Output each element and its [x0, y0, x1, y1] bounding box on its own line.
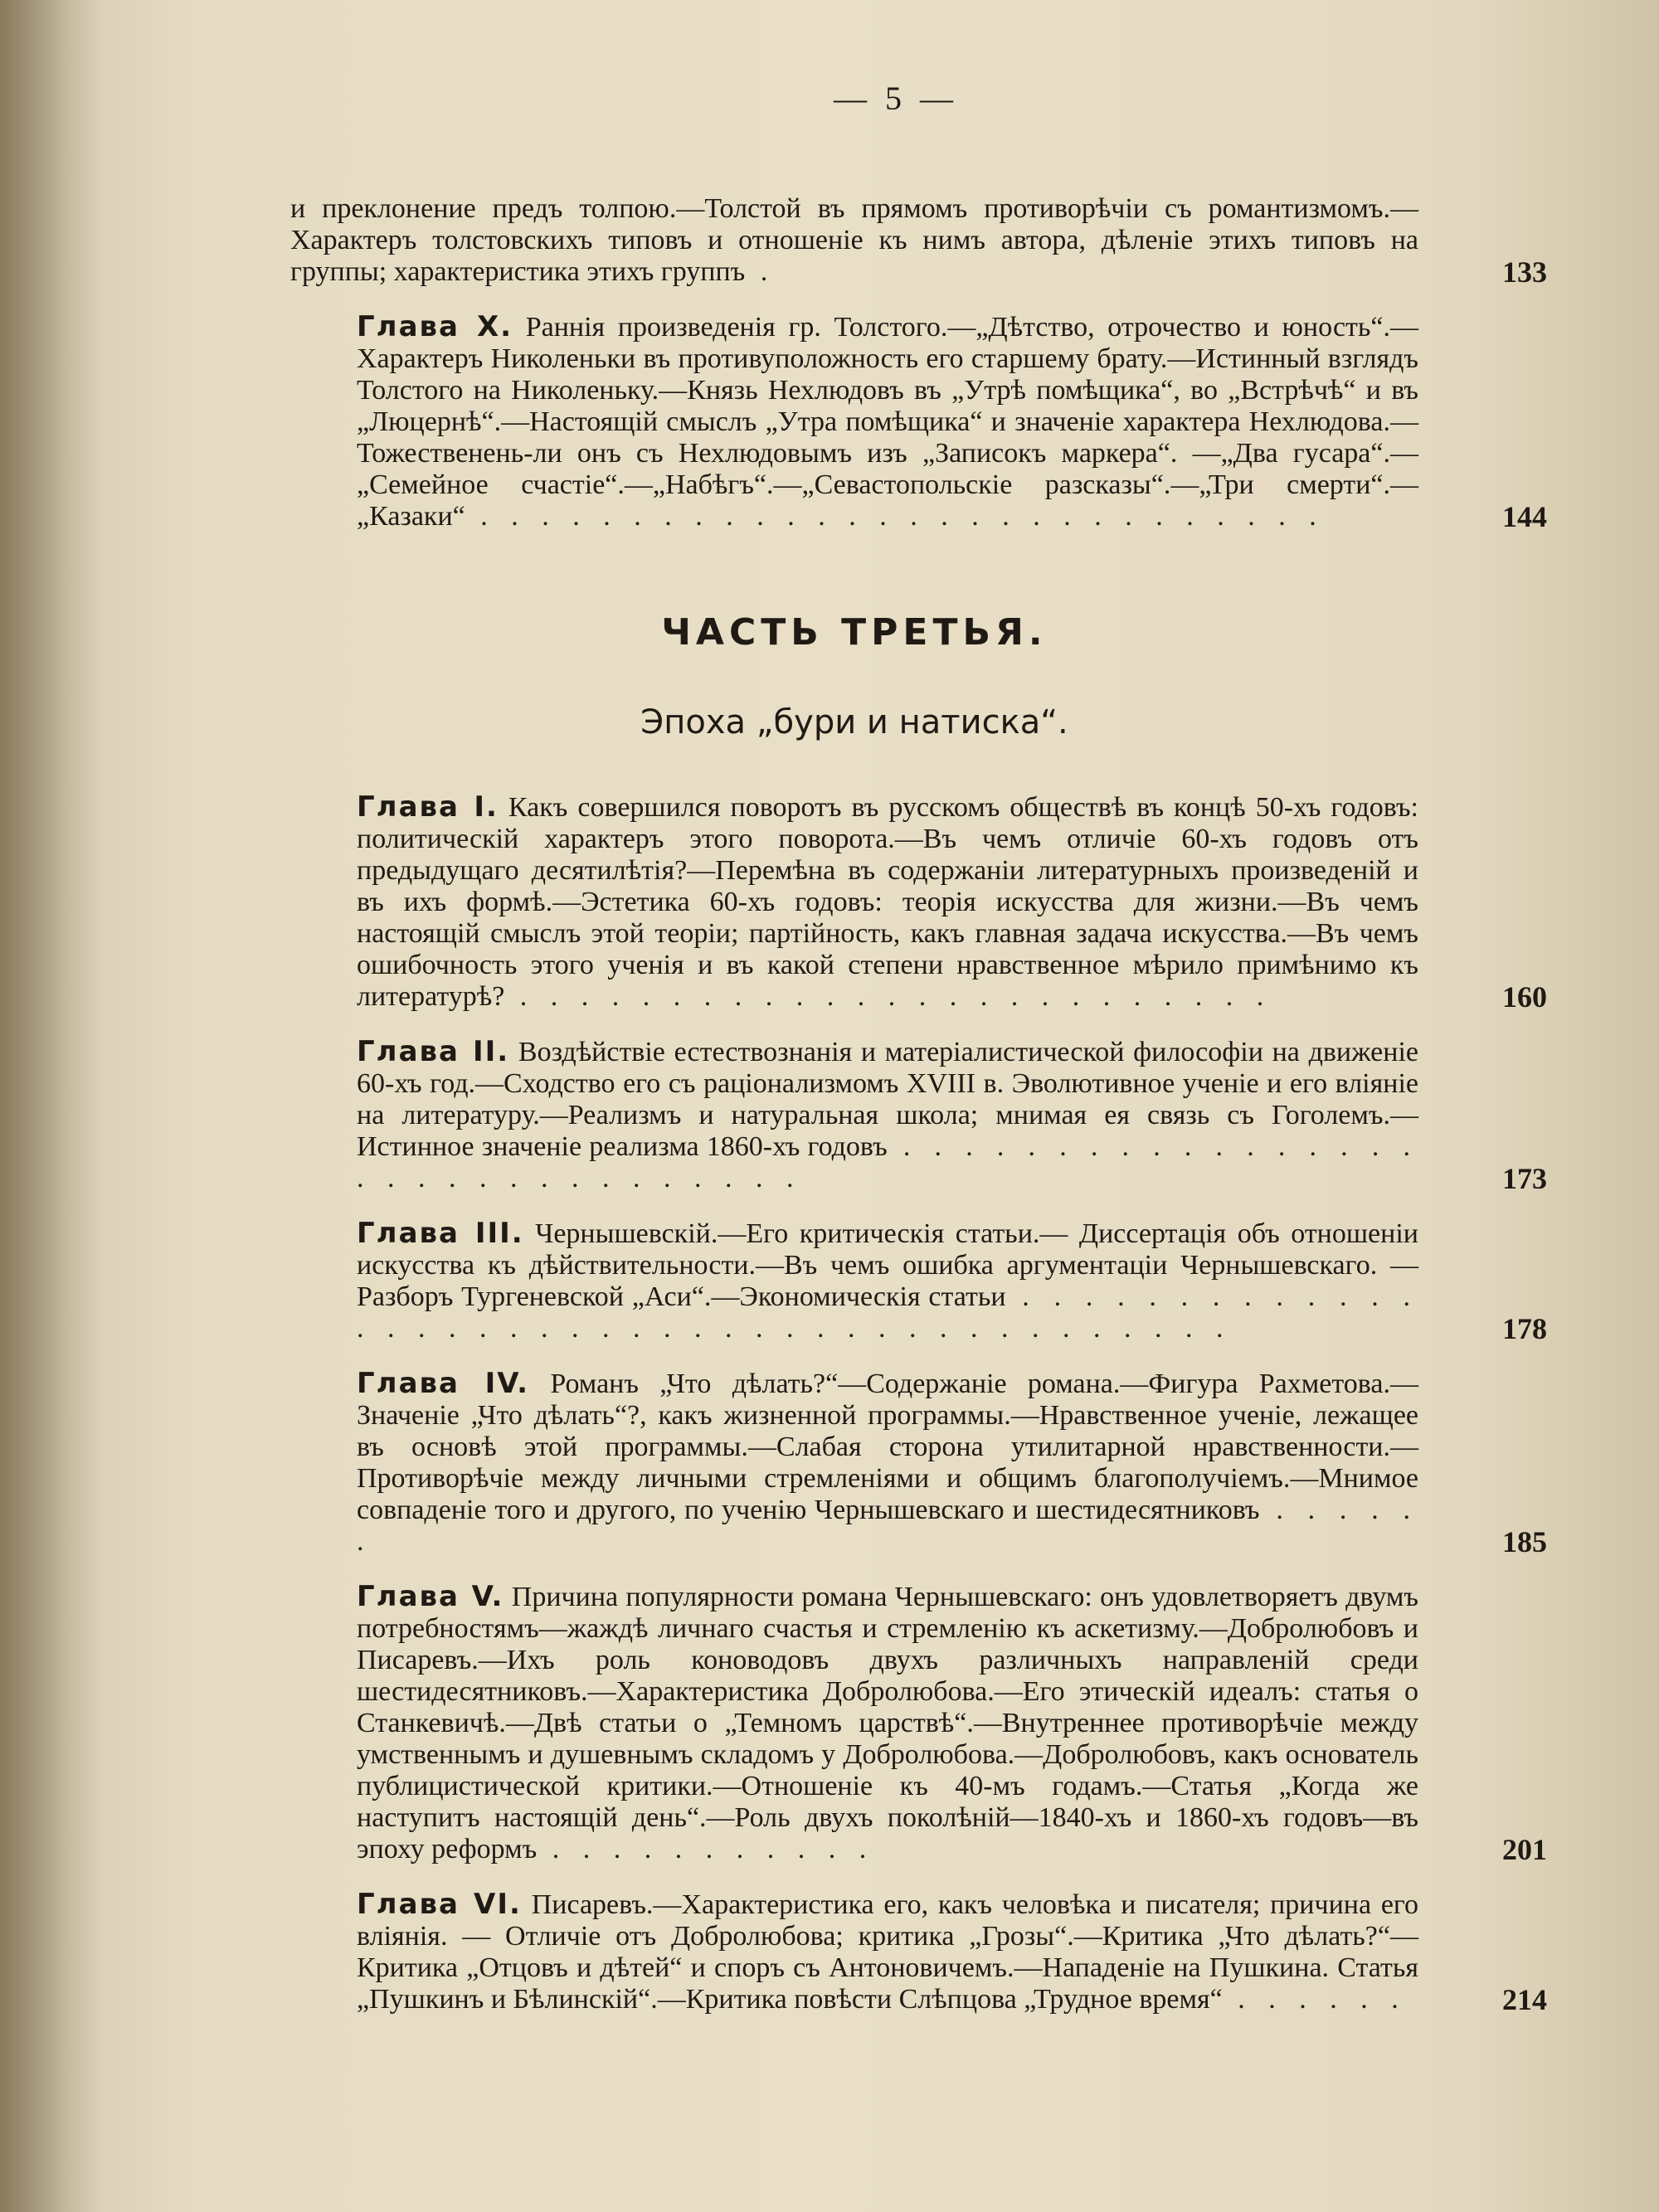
chapter-label: Глава I.: [357, 790, 499, 824]
part-title: ЧАСТЬ ТРЕТЬЯ.: [661, 611, 1048, 654]
entry-text: Какъ совершился поворотъ въ русскомъ обществѣ въ концѣ 50-хъ годовъ: политическій характеръ этого поворота.—Въ чемъ отличіе 60-хъ годовъ отъ предыдущаго десятилѣтія?—Перемѣна въ содержаніи литературныхъ произведеній и въ ихъ формѣ.—Эстетика 60-хъ годовъ: теорія искусства для жизни.—Въ чемъ настоящій смыслъ этой теоріи; партійность, какъ главная задача искусства.—Въ чемъ ошибочность этого ученія и въ какой степени нравственное мѣрило примѣнимо къ литературѣ?: [357, 792, 1419, 1012]
page-ref: 144: [1502, 500, 1547, 533]
page-ref: 185: [1502, 1525, 1547, 1558]
entry-text: Чернышевскій.—Его критическія статьи.— Диссертація объ отношеніи искусства къ дѣйствительности.—Въ чемъ ошибка аргументаціи Чернышевскаго. — Разборъ Тургеневской „Аси“.—Экономическія статьи: [357, 1218, 1418, 1312]
leader-dots: .: [745, 256, 776, 287]
entry-text: Причина популярности романа Чернышевскаго: онъ удовлетворяетъ двумъ потребностямъ—жаждѣ личнаго счастья и стремленію къ аскетизму.—Добролюбовъ и Писаревъ.—Ихъ роль коноводовъ двухъ различныхъ направленій среди шестидесятниковъ.—Характеристика Добролюбова.—Его этическій идеалъ: статья о Станкевичѣ.—Двѣ статьи о „Темномъ царствѣ“.—Внутреннее противорѣчіе между умственнымъ и душевнымъ складомъ у Добролюбова.—Добролюбовъ, какъ основатель публицистической критики.—Отношеніе къ 40-мъ годамъ.—Статья „Когда же наступитъ настоящій день“.—Роль двухъ поколѣній—1840-хъ и 1860-хъ годовъ—въ эпоху реформъ: [357, 1582, 1418, 1864]
toc-entry: [290, 1217, 1547, 1345]
leader-dots: . . . . . .: [357, 1495, 1419, 1557]
binding-shadow: [0, 0, 100, 2212]
toc-entry: [290, 310, 1547, 533]
page-ref: 133: [1502, 255, 1547, 289]
entry-text: Писаревъ.—Характеристика его, какъ человѣка и писателя; причина его вліянія. — Отличіе отъ Добролюбова; критика „Грозы“.—Критика „Что дѣлать?“—Критика „Отцовъ и дѣтей“ и споръ съ Антоновичемъ.—Нападеніе на Пушкина. Статья „Пушкинъ и Бѣлинскій“.—Критика повѣсти Слѣпцова „Трудное время“: [357, 1889, 1419, 2015]
page-ref: 160: [1502, 980, 1547, 1014]
entry-text: Раннія произведенія гр. Толстого.—„Дѣтство, отрочество и юность“.—Характеръ Николеньки въ противуположность его старшему брату.—Истинный взглядъ Толстого на Николеньку.—Князь Нехлюдовъ въ „Утрѣ помѣщика“, во „Встрѣчѣ“ и въ „Люцернѣ“.—Настоящій смыслъ „Утра помѣщика“ и значеніе характера Нехлюдова.—Тожественень-ли онъ съ Нехлюдовымъ изъ „Записокъ маркера“. —„Два гусара“.— „Семейное счастіе“.—„Набѣгъ“.—„Севастопольскіе разсказы“.—„Три смерти“.—„Казаки“: [357, 312, 1418, 532]
leader-dots: . . . . . . . . . . . . . . . . . . . . . . . . . . . . . . . .: [357, 1131, 1419, 1194]
toc-entry: [290, 1367, 1547, 1558]
entry-text: и преклонение предъ толпою.—Толстой въ прямомъ противорѣчіи съ романтизмомъ.—Характеръ толстовскихъ типовъ и отношеніе къ нимъ автора, дѣленіе этихъ типовъ на группы; характеристика этихъ группъ: [290, 193, 1418, 287]
page-content: [290, 79, 1547, 2039]
page-ref: 214: [1502, 1983, 1547, 2016]
chapter-label: Глава IV.: [357, 1367, 530, 1400]
part-subtitle: Эпоха „бури и натиска“.: [640, 703, 1068, 741]
chapter-label: Глава II.: [357, 1035, 510, 1068]
leader-dots: . . . . . . . . . . . . . . . . . . . . . . . . . . . .: [465, 501, 1325, 532]
chapter-label: Глава III.: [357, 1217, 524, 1250]
entry-text: Романъ „Что дѣлать?“—Содержаніе романа.—Фигура Рахметова.—Значеніе „Что дѣлать“?, какъ жизненной программы.—Нравственное ученіе, лежащее въ основѣ этой программы.—Слабая сторона утилитарной нравственности.—Противорѣчіе между личными стремленіями и общимъ благополучіемъ.—Мнимое совпаденіе того и другого, по ученію Чернышевскаго и шестидесятниковъ: [357, 1369, 1418, 1525]
entry-text: Воздѣйствіе естествознанія и матеріалистической философіи на движеніе 60-хъ год.—Сходство его съ раціонализмомъ XVIII в. Эволютивное ученіе и его вліяніе на литературу.—Реализмъ и натуральная школа; мнимая ея связь съ Гоголемъ.—Истинное значеніе реализма 1860-хъ годовъ: [357, 1037, 1418, 1162]
toc-entry: [290, 192, 1547, 289]
toc-entry: [290, 1888, 1547, 2016]
toc-entry: [290, 1035, 1547, 1195]
page-ref: 178: [1502, 1312, 1547, 1345]
leader-dots: . . . . . . . . . . .: [537, 1834, 875, 1864]
chapter-label: Глава V.: [357, 1580, 504, 1613]
page-ref: 173: [1502, 1162, 1547, 1195]
leader-dots: . . . . . .: [1222, 1984, 1407, 2015]
page-number: — 5 —: [834, 80, 958, 117]
leader-dots: . . . . . . . . . . . . . . . . . . . . . . . . .: [504, 981, 1272, 1012]
page-ref: 201: [1502, 1833, 1547, 1866]
leader-dots: . . . . . . . . . . . . . . . . . . . . . . . . . . . . . . . . . . . . . . . . . .: [357, 1281, 1418, 1344]
chapter-label: Глава X.: [357, 310, 513, 343]
toc-entry: [290, 790, 1547, 1014]
toc-entry: [290, 1580, 1547, 1866]
chapter-label: Глава VI.: [357, 1888, 522, 1921]
